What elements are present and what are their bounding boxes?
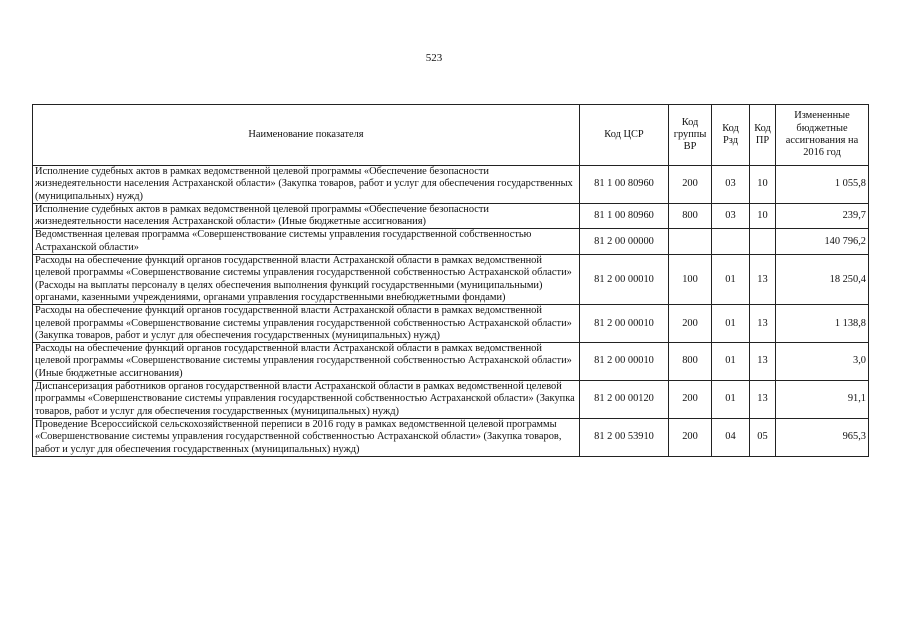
row-amount-cell: 1 138,8 bbox=[776, 305, 869, 343]
table-row bbox=[33, 343, 869, 381]
row-vr-cell: 200 bbox=[669, 381, 712, 419]
header-rzd: Код Рзд bbox=[712, 105, 750, 166]
header-pr: Код ПР bbox=[750, 105, 776, 166]
row-amount-cell: 18 250,4 bbox=[776, 255, 869, 305]
row-amount-cell: 3,0 bbox=[776, 343, 869, 381]
row-rzd-cell: 01 bbox=[712, 305, 750, 343]
budget-table bbox=[32, 104, 869, 457]
row-rzd-cell: 04 bbox=[712, 418, 750, 456]
row-name-cell: Расходы на обеспечение функций органов государственной власти Астраханской области в рамках ведомственной целевой программы «Совершенствование системы управления государственной собственностью Астраханской области» (Расходы на выплаты персоналу в целях обеспечения выполнения функций государственными (муниципальными) органами, казенными учреждениями, органами управления государственными внебюджетными фондами) bbox=[33, 255, 580, 305]
row-rzd-cell bbox=[712, 229, 750, 255]
row-rzd-cell: 03 bbox=[712, 166, 750, 204]
table-row bbox=[33, 418, 869, 456]
header-amount: Измененные бюджетные ассигнования на 2016 год bbox=[776, 105, 869, 166]
row-amount-cell: 91,1 bbox=[776, 381, 869, 419]
row-pr-cell: 10 bbox=[750, 203, 776, 229]
row-name-cell: Проведение Всероссийской сельскохозяйственной переписи в 2016 году в рамках ведомственной целевой программы «Совершенствование системы управления государственной собственностью Астраханской области» (Закупка товаров, работ и услуг для обеспечения государственных (муниципальных) нужд) bbox=[33, 418, 580, 456]
row-csr-cell: 81 2 00 00120 bbox=[580, 381, 669, 419]
row-csr-cell: 81 2 00 00010 bbox=[580, 305, 669, 343]
header-name: Наименование показателя bbox=[33, 105, 580, 166]
row-vr-cell bbox=[669, 229, 712, 255]
table-row bbox=[33, 381, 869, 419]
row-rzd-cell: 01 bbox=[712, 381, 750, 419]
row-pr-cell bbox=[750, 229, 776, 255]
row-csr-cell: 81 2 00 00010 bbox=[580, 343, 669, 381]
row-name-cell: Исполнение судебных актов в рамках ведомственной целевой программы «Обеспечение безопасности жизнедеятельности населения Астраханской области» (Иные бюджетные ассигнования) bbox=[33, 203, 580, 229]
row-pr-cell: 13 bbox=[750, 343, 776, 381]
table-row bbox=[33, 203, 869, 229]
row-name-cell: Расходы на обеспечение функций органов государственной власти Астраханской области в рамках ведомственной целевой программы «Совершенствование системы управления государственной собственностью Астраханской области» (Иные бюджетные ассигнования) bbox=[33, 343, 580, 381]
row-pr-cell: 05 bbox=[750, 418, 776, 456]
row-vr-cell: 100 bbox=[669, 255, 712, 305]
row-csr-cell: 81 1 00 80960 bbox=[580, 166, 669, 204]
row-rzd-cell: 01 bbox=[712, 343, 750, 381]
row-vr-cell: 200 bbox=[669, 166, 712, 204]
row-name-cell: Диспансеризация работников органов государственной власти Астраханской области в рамках ведомственной целевой программы «Совершенствование системы управления государственной собственностью Астраханской области» (Закупка товаров, работ и услуг для обеспечения государственных (муниципальных) нужд) bbox=[33, 381, 580, 419]
table-row bbox=[33, 166, 869, 204]
row-name-cell: Ведомственная целевая программа «Совершенствование системы управления государственной собственностью Астраханской области» bbox=[33, 229, 580, 255]
row-pr-cell: 13 bbox=[750, 305, 776, 343]
table-row bbox=[33, 305, 869, 343]
row-amount-cell: 239,7 bbox=[776, 203, 869, 229]
row-pr-cell: 10 bbox=[750, 166, 776, 204]
table-header-row bbox=[33, 105, 869, 166]
row-vr-cell: 200 bbox=[669, 418, 712, 456]
row-rzd-cell: 03 bbox=[712, 203, 750, 229]
row-rzd-cell: 01 bbox=[712, 255, 750, 305]
row-csr-cell: 81 2 00 00000 bbox=[580, 229, 669, 255]
row-amount-cell: 140 796,2 bbox=[776, 229, 869, 255]
row-name-cell: Исполнение судебных актов в рамках ведомственной целевой программы «Обеспечение безопасности жизнедеятельности населения Астраханской области» (Закупка товаров, работ и услуг для обеспечения государственных (муниципальных) нужд) bbox=[33, 166, 580, 204]
page-number: 523 bbox=[425, 52, 443, 64]
table-row bbox=[33, 229, 869, 255]
table-row bbox=[33, 255, 869, 305]
row-csr-cell: 81 2 00 00010 bbox=[580, 255, 669, 305]
row-pr-cell: 13 bbox=[750, 381, 776, 419]
row-name-cell: Расходы на обеспечение функций органов государственной власти Астраханской области в рамках ведомственной целевой программы «Совершенствование системы управления государственной собственностью Астраханской области» (Закупка товаров, работ и услуг для обеспечения государственных (муниципальных) нужд) bbox=[33, 305, 580, 343]
header-csr: Код ЦСР bbox=[580, 105, 669, 166]
row-csr-cell: 81 2 00 53910 bbox=[580, 418, 669, 456]
header-vr: Код группы ВР bbox=[669, 105, 712, 166]
row-csr-cell: 81 1 00 80960 bbox=[580, 203, 669, 229]
row-amount-cell: 965,3 bbox=[776, 418, 869, 456]
row-vr-cell: 200 bbox=[669, 305, 712, 343]
row-vr-cell: 800 bbox=[669, 343, 712, 381]
row-amount-cell: 1 055,8 bbox=[776, 166, 869, 204]
row-pr-cell: 13 bbox=[750, 255, 776, 305]
row-vr-cell: 800 bbox=[669, 203, 712, 229]
